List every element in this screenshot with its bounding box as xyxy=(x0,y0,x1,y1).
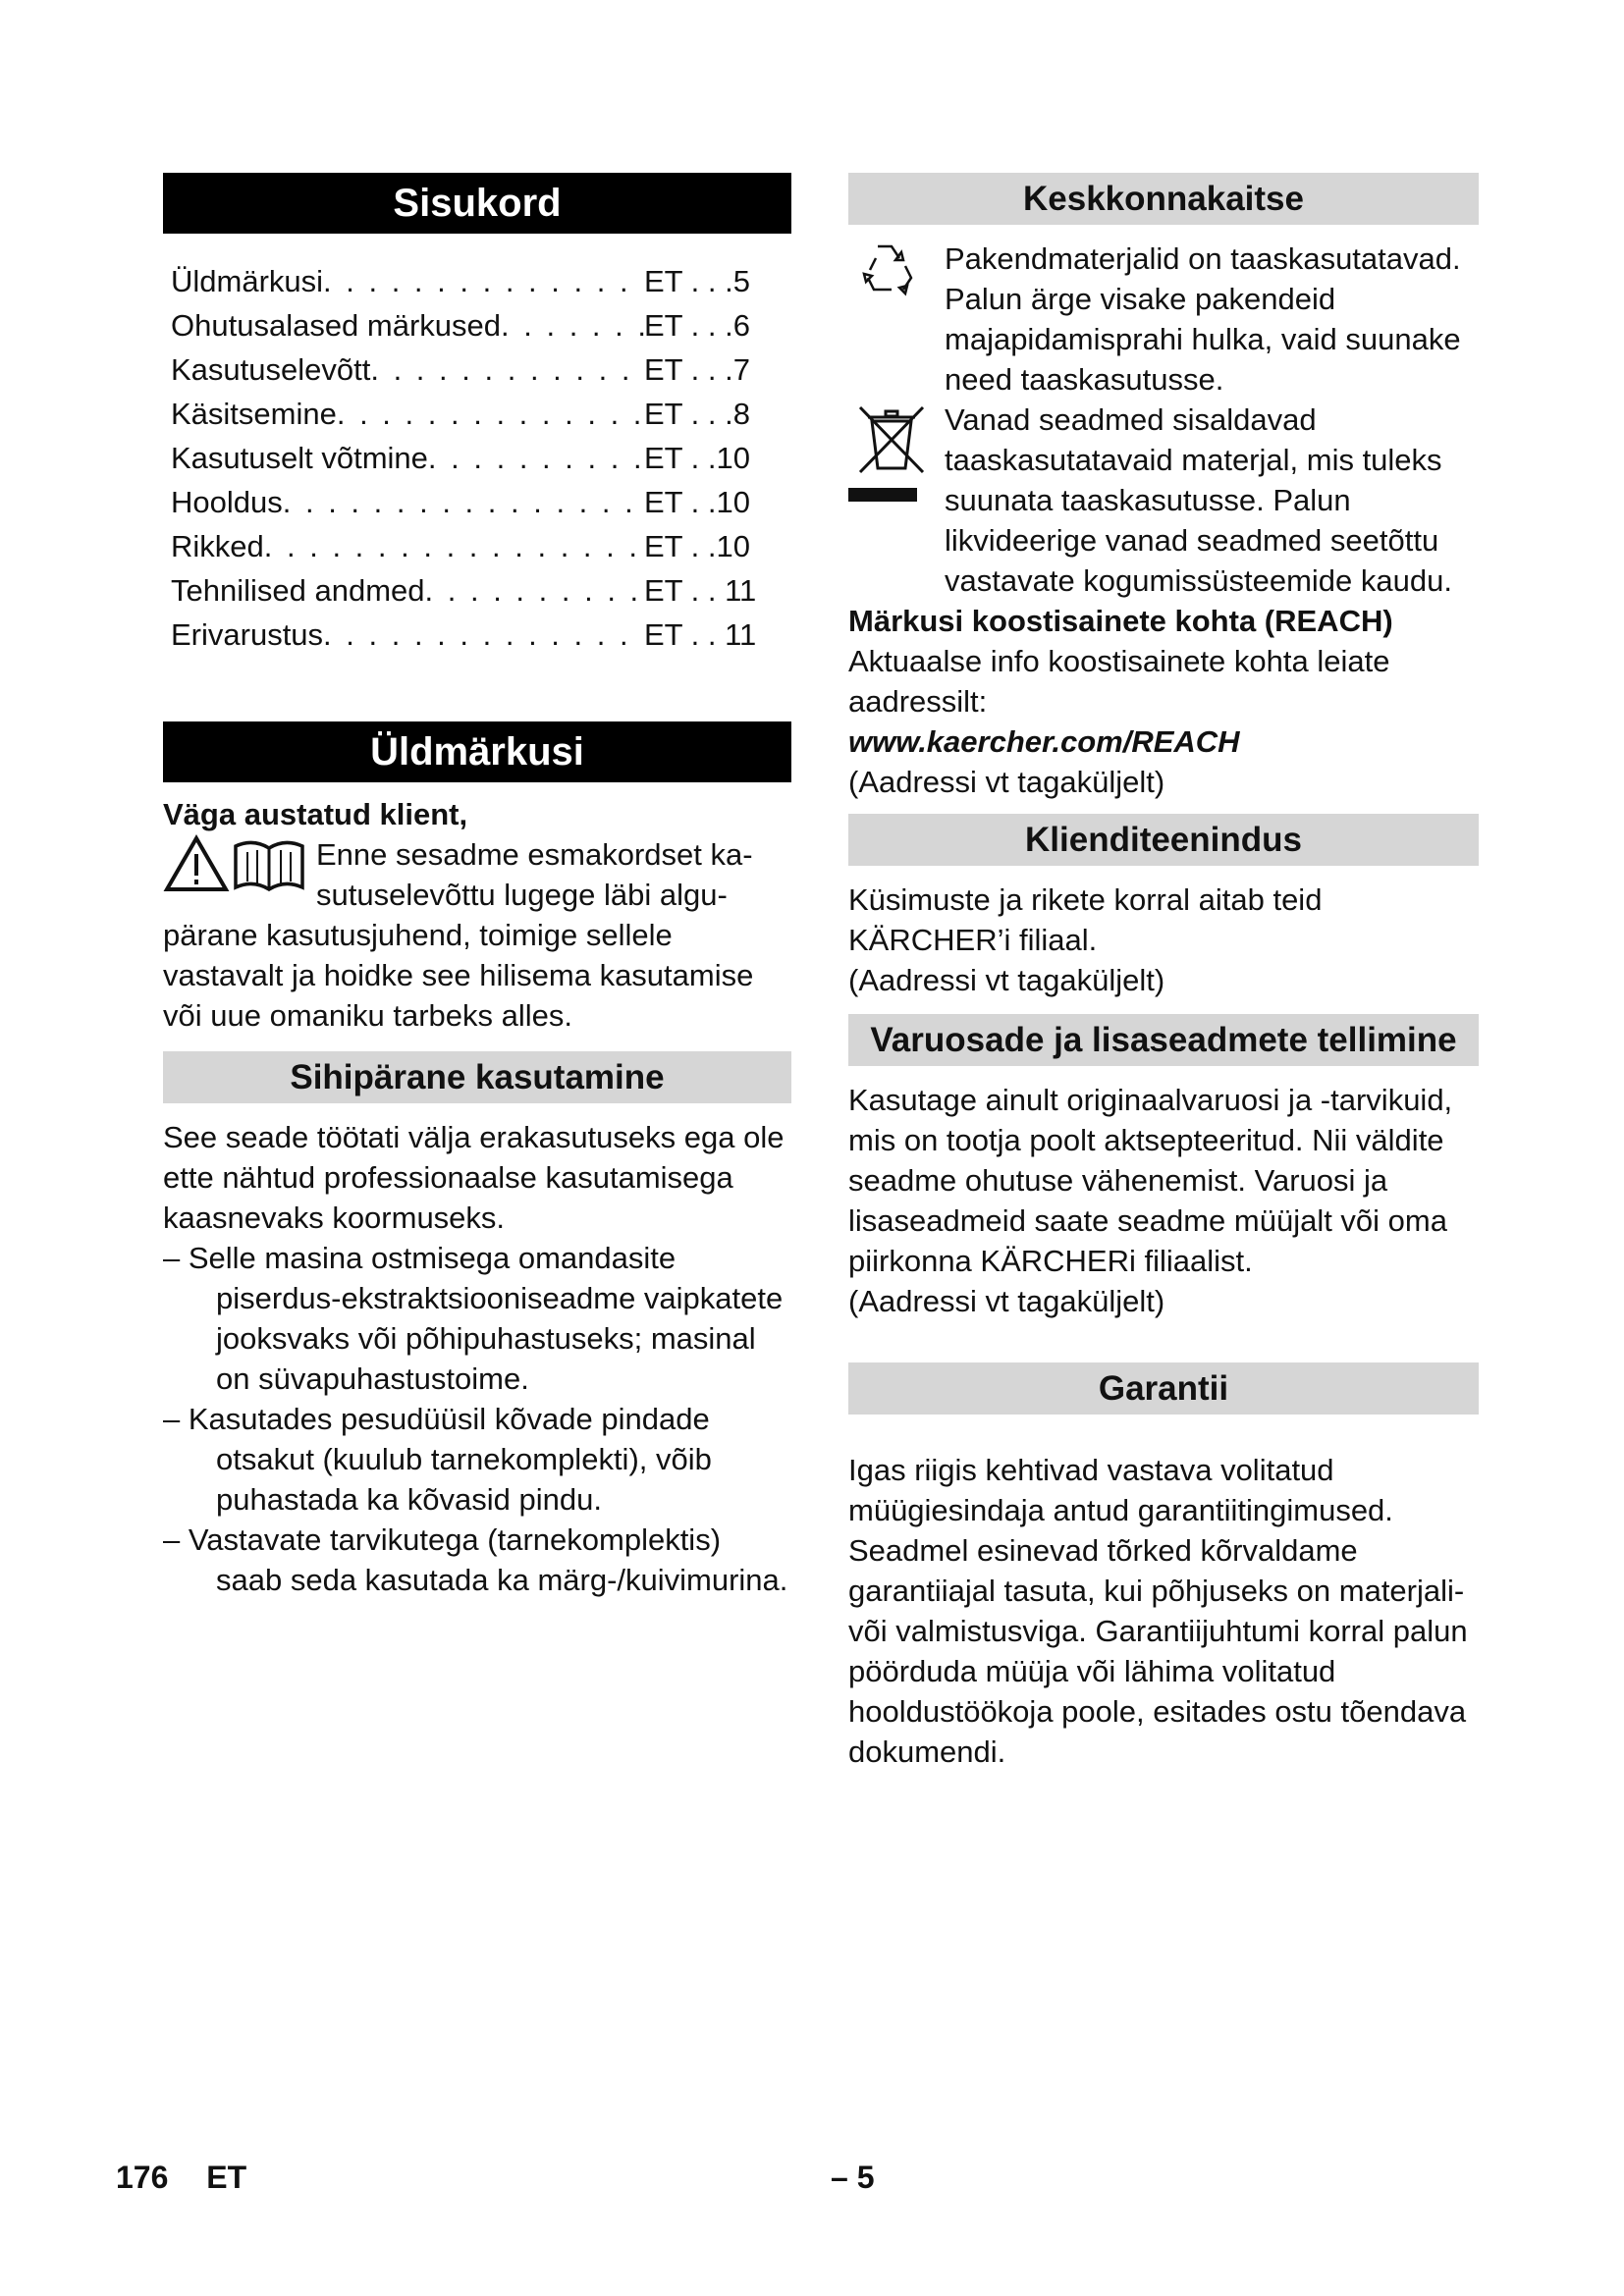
list-item: – Selle masina ostmisega omandasite piserdus-ekstraktsiooniseadme vaipkatete jooksvaks või põhipuhastuseks; masinal on süvapuhastustoime. xyxy=(163,1241,784,1396)
toc-leader xyxy=(264,524,644,568)
warranty-heading: Garantii xyxy=(848,1362,1479,1415)
toc-entry-page: ET . .10 xyxy=(644,485,750,519)
toc-leader xyxy=(425,568,644,613)
address-note: (Aadressi vt tagaküljelt) xyxy=(848,1284,1165,1318)
language-code: ET xyxy=(206,2160,247,2195)
toc-leader xyxy=(323,259,644,303)
toc-leader xyxy=(337,392,644,436)
parts-heading: Varuosade ja lisaseadmete tellimine xyxy=(848,1014,1479,1066)
toc-entry-title: Kasutuselt võtmine xyxy=(171,441,428,475)
toc-leader xyxy=(428,436,644,480)
address-note: (Aadressi vt tagaküljelt) xyxy=(848,963,1165,997)
toc-entry-page: ET . . .6 xyxy=(644,308,750,343)
list-item: – Vastavate tarvikutega (tarnekomplektis) saab seda kasutada ka märg-/kuivimurina. xyxy=(163,1522,788,1597)
warranty-text: Igas riigis kehtivad vastava volitatud müügiesindaja antud garantiitingimused. Seadmel esinevad tõrked kõrvaldame garantiiajal tasuta, kui põhjuseks on materjali- või valmistusviga. Garantiijuhtumi korral palun pöörduda müüja või lähima volitatud hooldustöökoja poole, esitades ostu tõendava dokumendi. xyxy=(848,1453,1468,1769)
toc-entry-page: ET . . 11 xyxy=(644,573,757,608)
toc-entry[interactable] xyxy=(171,480,760,524)
toc-entry-page: ET . . .7 xyxy=(644,352,750,387)
packaging-text: Pakendmaterjalid on taaskasutatavad. Palun ärge visake pakendeid majapidamisprahi hulka, vaid suunake need taaskasutusse. xyxy=(945,241,1461,397)
intro-line-1: Enne sesadme esmakordset ka- xyxy=(316,837,753,872)
disposal-row xyxy=(848,400,1479,601)
toc-entry[interactable] xyxy=(171,392,760,436)
intro-line-2: sutuselevõttu lugege läbi algu- xyxy=(316,878,728,912)
intro-text: pärane kasutusjuhend, toimige sellele vastavalt ja hoidke see hilisema kasutamise või uue omaniku tarbeks alles. xyxy=(163,918,754,1033)
right-column xyxy=(848,173,1479,1772)
toc-entry[interactable] xyxy=(171,568,760,613)
table-of-contents xyxy=(171,259,791,657)
toc-entry-page: ET . .10 xyxy=(644,441,750,475)
page-number: 176 xyxy=(116,2160,169,2195)
toc-leader xyxy=(501,303,644,347)
left-column xyxy=(163,173,791,1600)
manual-warning-row xyxy=(163,834,791,915)
intended-use-list xyxy=(163,1238,791,1600)
intended-use-heading: Sihipärane kasutamine xyxy=(163,1051,791,1103)
warning-read-manual-icon xyxy=(163,834,310,893)
toc-entry-title: Üldmärkusi xyxy=(171,264,324,298)
toc-entry[interactable] xyxy=(171,613,760,657)
list-item: – Kasutades pesudüüsil kõvade pindade otsakut (kuulub tarnekomplekti), võib puhastada ka kõvasid pindu. xyxy=(163,1402,712,1517)
toc-leader xyxy=(323,613,644,657)
toc-leader xyxy=(370,347,644,392)
toc-entry-page: ET . . .8 xyxy=(644,397,750,431)
toc-entry-title: Rikked xyxy=(171,529,264,563)
page-footer-left xyxy=(116,2160,246,2196)
environment-heading: Keskkonnakaitse xyxy=(848,173,1479,225)
toc-entry-page: ET . . .5 xyxy=(644,264,750,298)
reach-link[interactable]: www.kaercher.com/REACH xyxy=(848,724,1240,759)
toc-entry-page: ET . . 11 xyxy=(644,617,757,652)
parts-text: Kasutage ainult originaalvaruosi ja -tarvikuid, mis on tootja poolt aktsepteeritud. Nii väldite seadme ohutuse vähenemist. Varuosi ja lisaseadmeid saate seadme müüjalt või oma piirkonna KÄRCHERi filiaalist. xyxy=(848,1083,1453,1278)
toc-entry-page: ET . .10 xyxy=(644,529,750,563)
toc-entry[interactable] xyxy=(171,259,760,303)
address-note: (Aadressi vt tagaküljelt) xyxy=(848,765,1165,799)
general-heading: Üldmärkusi xyxy=(163,721,791,782)
service-heading: Klienditeenindus xyxy=(848,814,1479,866)
toc-entry-title: Ohutusalased märkused xyxy=(171,308,502,343)
section-page-number: – 5 xyxy=(831,2160,875,2195)
packaging-row xyxy=(848,239,1479,400)
crossed-bin-icon xyxy=(848,400,935,507)
toc-entry[interactable] xyxy=(171,524,760,568)
intended-use-intro: See seade töötati välja erakasutuseks ega ole ette nähtud professionaalse kasutamisega kaasnevaks koormuseks. xyxy=(163,1120,785,1235)
recycle-icon xyxy=(848,239,935,297)
toc-heading: Sisukord xyxy=(163,173,791,234)
toc-entry-title: Erivarustus xyxy=(171,617,324,652)
toc-leader xyxy=(283,480,644,524)
toc-entry-title: Kasutuselevõtt xyxy=(171,352,371,387)
disposal-text: Vanad seadmed sisaldavad taaskasutatavaid materjal, mis tuleks suunata taaskasutusse. Palun likvideerige vanad seadmed seetõttu vastavate kogumissüsteemide kaudu. xyxy=(945,402,1452,598)
toc-entry[interactable] xyxy=(171,436,760,480)
service-text: Küsimuste ja rikete korral aitab teid KÄRCHER’i filiaal. xyxy=(848,882,1323,957)
greeting: Väga austatud klient, xyxy=(163,797,468,831)
toc-entry-title: Käsitsemine xyxy=(171,397,337,431)
toc-entry[interactable] xyxy=(171,347,760,392)
toc-entry-title: Tehnilised andmed xyxy=(171,573,425,608)
reach-title: Märkusi koostisainete kohta (REACH) xyxy=(848,604,1393,638)
reach-text: Aktuaalse info koostisainete kohta leiate aadressilt: xyxy=(848,644,1390,719)
toc-entry[interactable] xyxy=(171,303,760,347)
toc-entry-title: Hooldus xyxy=(171,485,283,519)
